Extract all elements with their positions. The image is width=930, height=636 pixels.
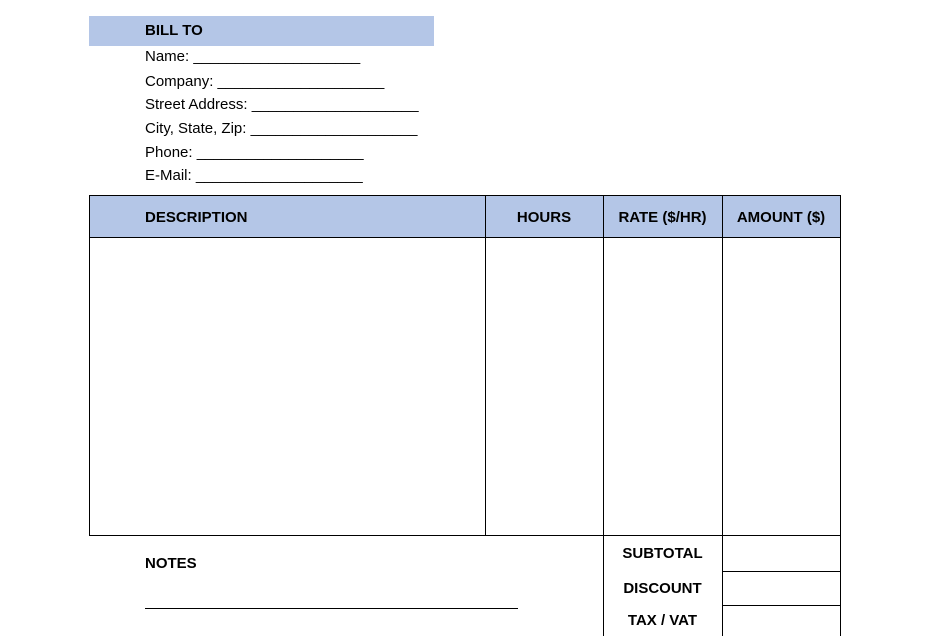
- subtotal-value[interactable]: [724, 538, 839, 570]
- amount-cell[interactable]: [723, 240, 839, 532]
- hours-cell[interactable]: [486, 240, 602, 532]
- row-divider: [722, 605, 841, 606]
- discount-value[interactable]: [724, 573, 839, 604]
- notes-input-line[interactable]: [145, 608, 518, 609]
- bill-to-header-band: [89, 16, 434, 46]
- tax-vat-value[interactable]: [724, 607, 839, 620]
- name-field[interactable]: Name: ____________________: [145, 48, 361, 65]
- line-items-table: [89, 195, 841, 536]
- company-field[interactable]: Company: ____________________: [145, 73, 385, 90]
- bill-to-title: BILL TO: [145, 22, 203, 39]
- description-cell[interactable]: [90, 240, 484, 532]
- column-header-amount: AMOUNT ($): [736, 208, 826, 226]
- column-header-hours: HOURS: [516, 208, 572, 226]
- rate-cell[interactable]: [604, 240, 721, 532]
- column-header-rate: RATE ($/HR): [618, 208, 707, 226]
- city-state-zip-field[interactable]: City, State, Zip: ____________________: [145, 120, 418, 137]
- column-header-description: DESCRIPTION: [145, 208, 248, 226]
- tax-vat-label: TAX / VAT: [627, 612, 698, 629]
- row-divider: [722, 571, 841, 572]
- discount-label: DISCOUNT: [623, 580, 702, 597]
- notes-label: NOTES: [145, 555, 197, 572]
- phone-field[interactable]: Phone: ____________________: [145, 144, 364, 161]
- subtotal-label: SUBTOTAL: [622, 545, 703, 562]
- email-field[interactable]: E-Mail: ____________________: [145, 167, 363, 184]
- street-address-field[interactable]: Street Address: ____________________: [145, 96, 419, 113]
